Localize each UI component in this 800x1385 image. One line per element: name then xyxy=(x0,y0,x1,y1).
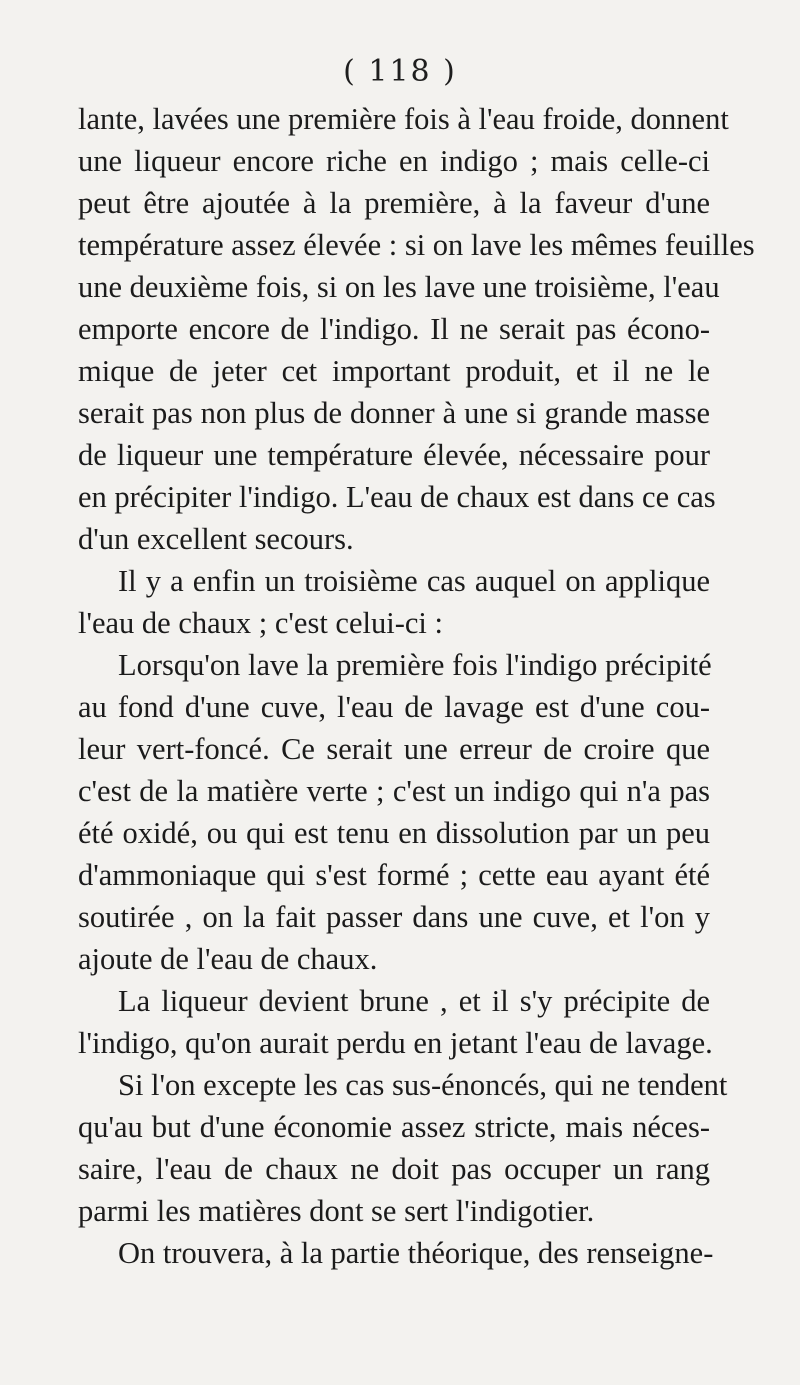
text-line: température assez élevée : si on lave les mêmes feuilles xyxy=(78,228,755,262)
text-line: Lorsqu'on lave la première fois l'indigo précipité xyxy=(118,648,712,682)
text-line: de liqueur une température élevée, nécessaire pour xyxy=(78,438,710,472)
text-line: l'indigo, qu'on aurait perdu en jetant l'eau de lavage. xyxy=(78,1026,713,1060)
text-line: mique de jeter cet important produit, et il ne le xyxy=(78,354,710,388)
text-line: La liqueur devient brune , et il s'y précipite de xyxy=(118,984,710,1018)
text-line: une liqueur encore riche en indigo ; mais celle-ci xyxy=(78,144,710,178)
text-line: lante, lavées une première fois à l'eau froide, donnent xyxy=(78,102,729,136)
text-line: Il y a enfin un troisième cas auquel on applique xyxy=(118,564,710,598)
text-line: soutirée , on la fait passer dans une cuve, et l'on y xyxy=(78,900,710,934)
text-line: serait pas non plus de donner à une si grande masse xyxy=(78,396,710,430)
text-line: l'eau de chaux ; c'est celui-ci : xyxy=(78,606,443,640)
text-line: emporte encore de l'indigo. Il ne serait pas écono- xyxy=(78,312,710,346)
text-line: qu'au but d'une économie assez stricte, mais néces- xyxy=(78,1110,710,1144)
text-line: leur vert-foncé. Ce serait une erreur de croire que xyxy=(78,732,710,766)
text-line: ajoute de l'eau de chaux. xyxy=(78,942,378,976)
text-line: au fond d'une cuve, l'eau de lavage est d'une cou- xyxy=(78,690,710,724)
text-line: peut être ajoutée à la première, à la faveur d'une xyxy=(78,186,710,220)
text-line: saire, l'eau de chaux ne doit pas occuper un rang xyxy=(78,1152,710,1186)
text-line: été oxidé, ou qui est tenu en dissolution par un peu xyxy=(78,816,710,850)
text-line: une deuxième fois, si on les lave une troisième, l'eau xyxy=(78,270,720,304)
text-line: c'est de la matière verte ; c'est un indigo qui n'a pas xyxy=(78,774,710,808)
page-number: ( 118 ) xyxy=(343,54,457,89)
text-line: On trouvera, à la partie théorique, des renseigne- xyxy=(118,1236,714,1270)
text-line: parmi les matières dont se sert l'indigotier. xyxy=(78,1194,595,1228)
text-line: d'un excellent secours. xyxy=(78,522,354,556)
text-line: en précipiter l'indigo. L'eau de chaux est dans ce cas xyxy=(78,480,716,514)
text-line: d'ammoniaque qui s'est formé ; cette eau ayant été xyxy=(78,858,710,892)
text-line: Si l'on excepte les cas sus-énoncés, qui ne tendent xyxy=(118,1068,728,1102)
